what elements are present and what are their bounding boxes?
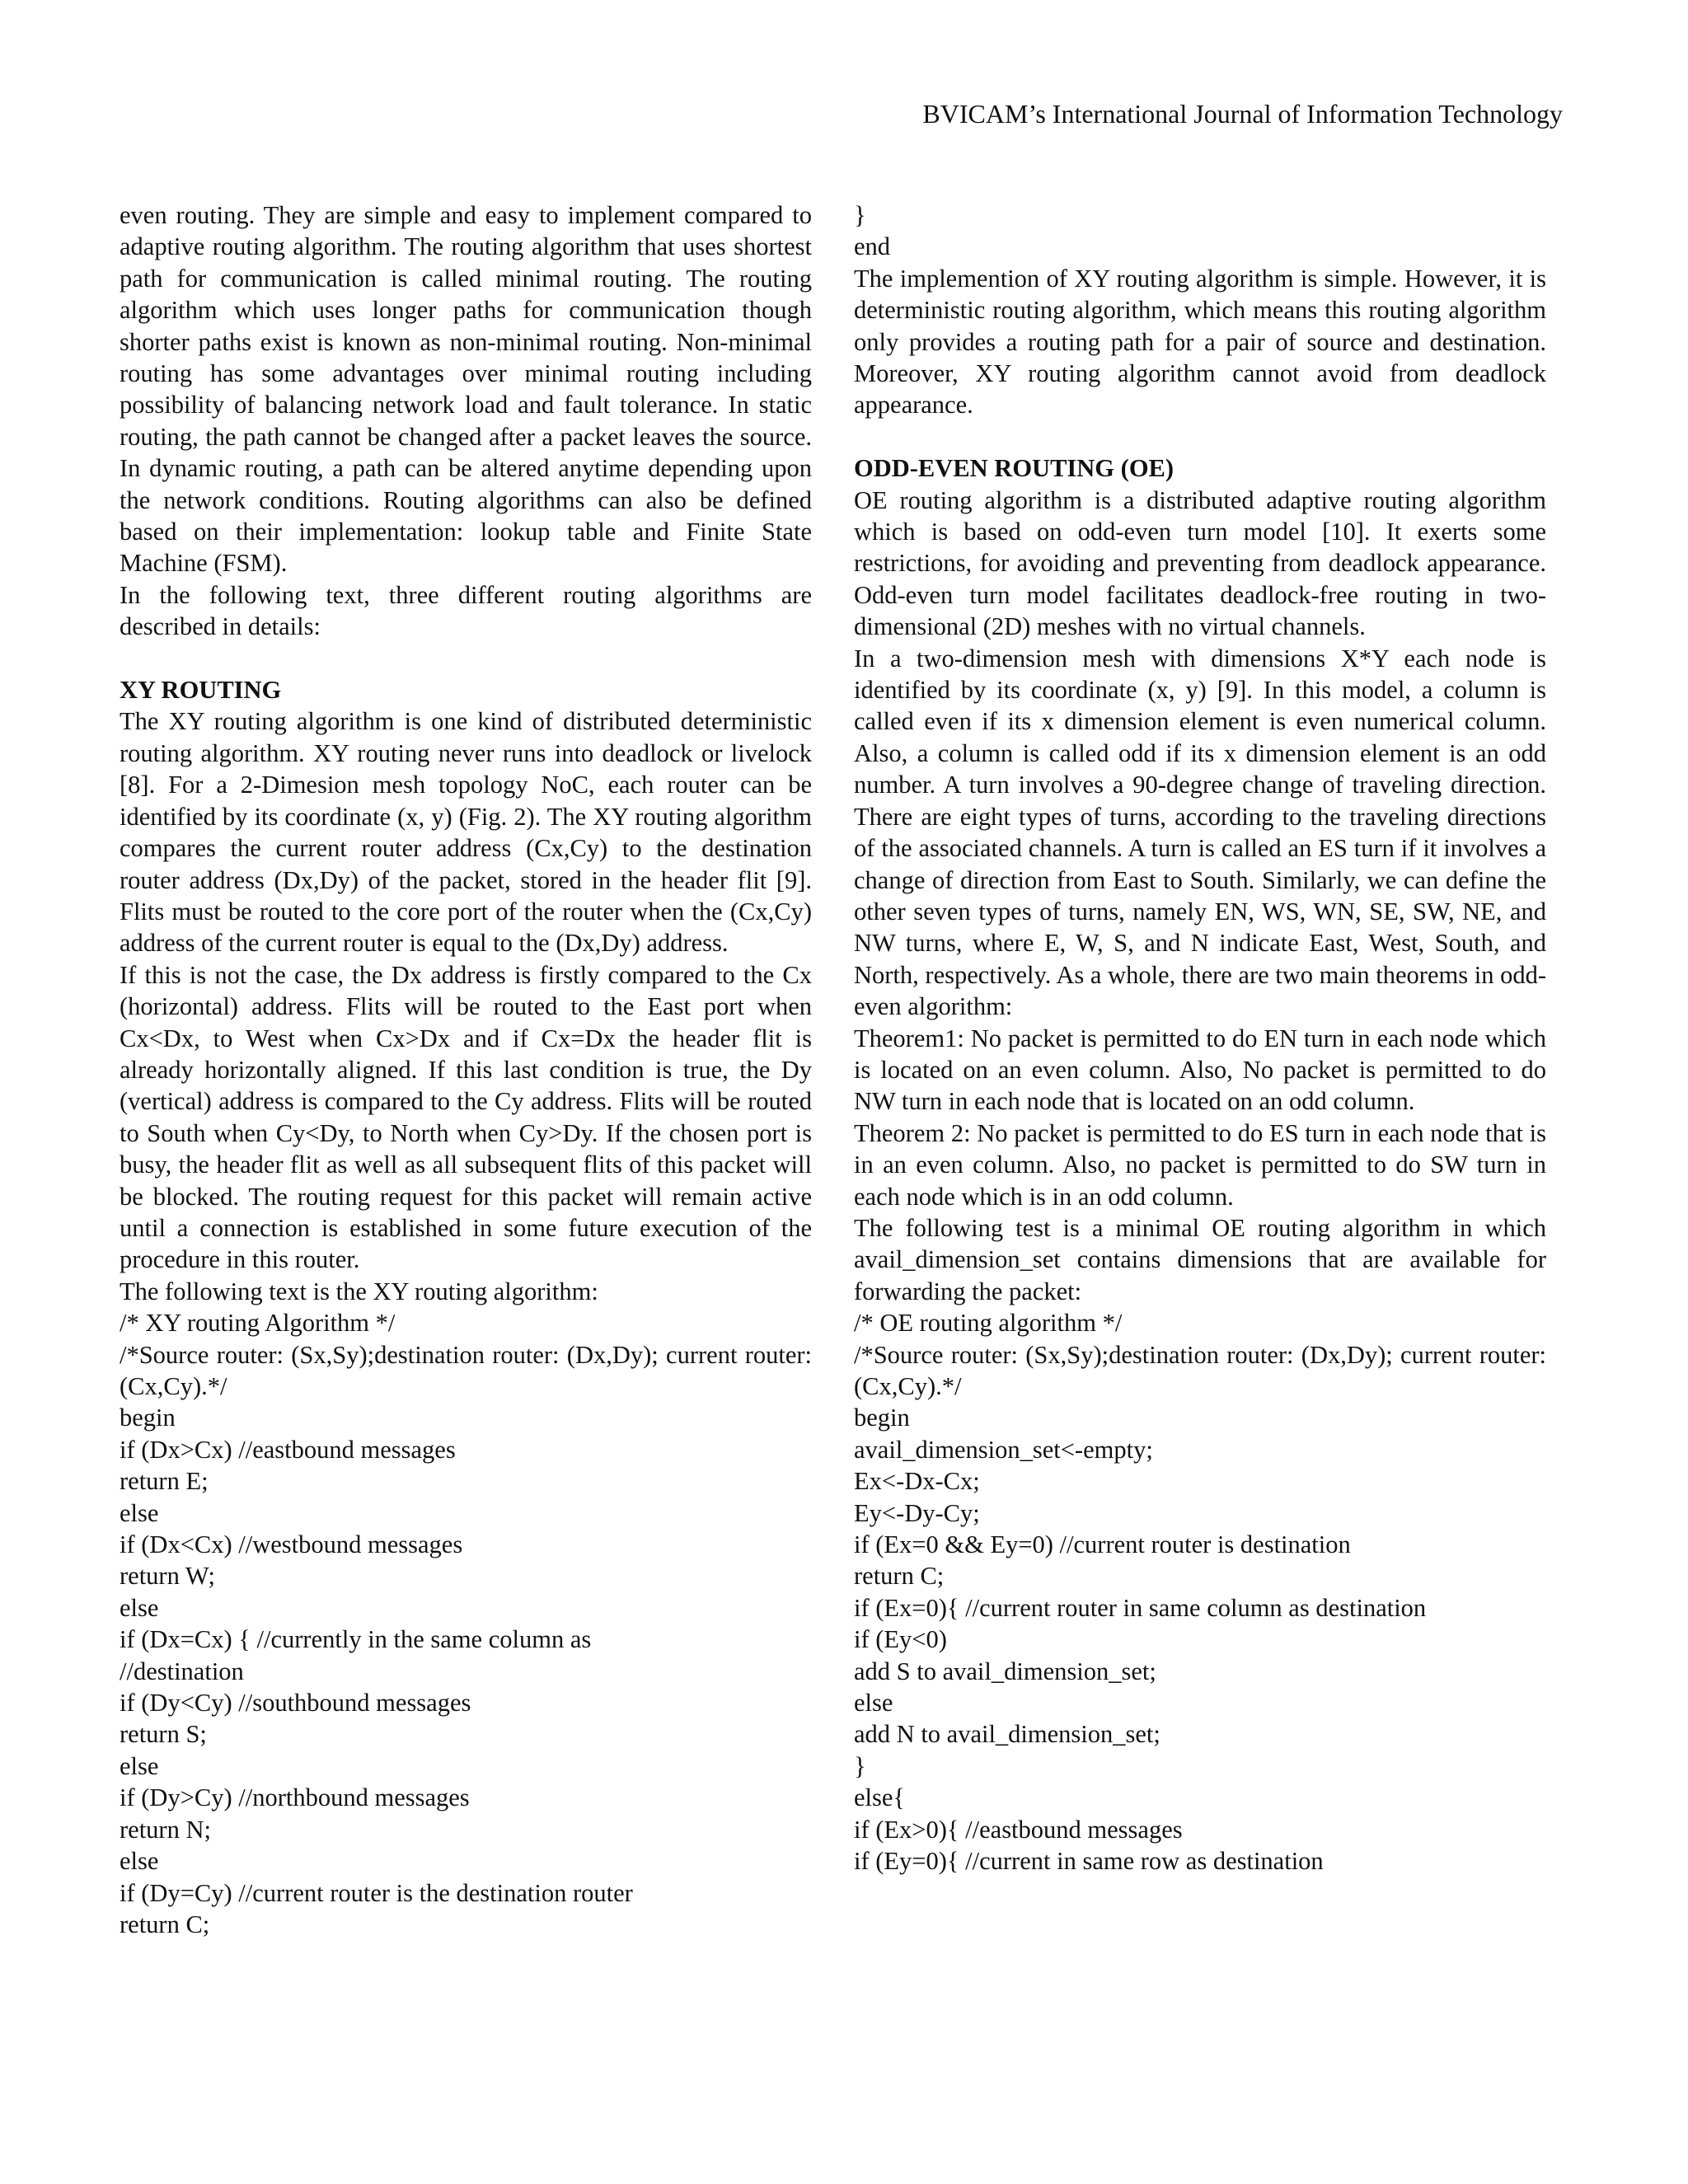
oe-code-intro: The following test is a minimal OE routing algorithm in which avail_dimension_set contains dimensions that are available for forwarding the packet: <box>854 1213 1546 1305</box>
code-line: if (Ex=0 && Ey=0) //current router is destination <box>854 1530 1351 1559</box>
oe-paragraph-1: OE routing algorithm is a distributed adaptive routing algorithm which is based on odd-even turn model [10]. It exerts some restrictions, for avoiding and preventing from deadlock appearance. Odd-even turn model facilitates deadlock-free routing in two-dimensional (2D) meshes with no virtual channels. <box>854 485 1546 641</box>
code-line: if (Ey<0) <box>854 1625 947 1654</box>
code-line: if (Ey=0){ //current in same row as destination <box>854 1847 1324 1876</box>
code-line: if (Ex>0){ //eastbound messages <box>854 1815 1183 1844</box>
code-line: else <box>120 1751 159 1780</box>
xy-paragraph-2: If this is not the case, the Dx address is firstly compared to the Cx (horizontal) address. Flits will be routed to the East port when Cx<Dx, to West when Cx>Dx and if Cx=Dx the header flit is already horizontally aligned. If this last condition is true, the Dy (vertical) address is compared to the Cy address. Flits will be routed to South when Cy<Dy, to North when Cy>Dy. If the chosen port is busy, the header flit as well as all subsequent flits of this packet will be blocked. The routing request for this packet will remain active until a connection is established in some future execution of the procedure in this router. <box>120 960 812 1274</box>
code-line: if (Dx>Cx) //eastbound messages <box>120 1435 456 1464</box>
code-line: add S to avail_dimension_set; <box>854 1657 1156 1685</box>
code-line: else <box>854 1689 893 1718</box>
code-line: Ey<-Dy-Cy; <box>854 1498 980 1527</box>
code-line: if (Dy=Cy) //current router is the destination router <box>120 1878 633 1907</box>
theorem-2: Theorem 2: No packet is permitted to do ES turn in each node that is in an even column. Also, no packet is permitted to do SW turn in each node which is in an odd column. <box>854 1118 1546 1211</box>
code-line: return S; <box>120 1720 207 1749</box>
code-line: } <box>854 201 866 229</box>
code-line: add N to avail_dimension_set; <box>854 1720 1160 1749</box>
code-line: begin <box>120 1404 176 1432</box>
xy-routing-heading: XY ROUTING <box>120 676 282 705</box>
code-line: else <box>120 1498 159 1527</box>
code-line: avail_dimension_set<-empty; <box>854 1435 1153 1464</box>
code-line: else{ <box>854 1783 906 1812</box>
xy-code-intro: The following text is the XY routing algorithm: <box>120 1277 598 1305</box>
code-line: end <box>854 232 891 261</box>
oe-code-source: /*Source router: (Sx,Sy);destination router: (Dx,Dy); current router: (Cx,Cy).*/ <box>854 1340 1546 1401</box>
right-column <box>854 199 1546 1877</box>
code-line: if (Dx<Cx) //westbound messages <box>120 1530 463 1559</box>
xy-code-comment: /* XY routing Algorithm */ <box>120 1309 396 1338</box>
running-header: BVICAM’s International Journal of Information Technology <box>922 99 1563 129</box>
left-column <box>120 199 812 1940</box>
xy-code-block <box>120 1402 812 1940</box>
code-line: if (Dy>Cy) //northbound messages <box>120 1783 470 1812</box>
intro-paragraph-1: even routing. They are simple and easy to implement compared to adaptive routing algorithm. The routing algorithm that uses shortest path for communication is called minimal routing. The routing algorithm which uses longer paths for communication though shorter paths exist is known as non-minimal routing. Non-minimal routing has some advantages over minimal routing including possibility of balancing network load and fault tolerance. In static routing, the path cannot be changed after a packet leaves the source. In dynamic routing, a path can be altered anytime depending upon the network conditions. Routing algorithms can also be defined based on their implementation: lookup table and Finite State Machine (FSM). <box>120 201 812 578</box>
xy-paragraph-1: The XY routing algorithm is one kind of distributed deterministic routing algorithm. XY routing never runs into deadlock or livelock [8]. For a 2-Dimesion mesh topology NoC, each router can be identified by its coordinate (x, y) (Fig. 2). The XY routing algorithm compares the current router address (Cx,Cy) to the destination router address (Dx,Dy) of the packet, stored in the header flit [9]. Flits must be routed to the core port of the router when the (Cx,Cy) address of the current router is equal to the (Dx,Dy) address. <box>120 707 812 958</box>
code-line: return C; <box>120 1910 210 1938</box>
intro-paragraph-2: In the following text, three different routing algorithms are described in details: <box>120 580 812 641</box>
oe-code-comment: /* OE routing algorithm */ <box>854 1309 1123 1338</box>
theorem-1: Theorem1: No packet is permitted to do EN turn in each node which is located on an even column. Also, No packet is permitted to do NW turn in each node that is located on an odd column. <box>854 1024 1546 1116</box>
code-line: begin <box>854 1404 910 1432</box>
code-line: if (Ex=0){ //current router in same column as destination <box>854 1593 1427 1622</box>
code-line: if (Dy<Cy) //southbound messages <box>120 1689 471 1718</box>
xy-code-source: /*Source router: (Sx,Sy);destination router: (Dx,Dy); current router: (Cx,Cy).*/ <box>120 1340 812 1401</box>
code-line: return N; <box>120 1815 211 1844</box>
code-line: return W; <box>120 1562 216 1591</box>
code-line: if (Dx=Cx) { //currently in the same column as <box>120 1625 592 1654</box>
code-line: else <box>120 1847 159 1876</box>
oe-code-block <box>854 1402 1546 1877</box>
xy-summary-paragraph: The implemention of XY routing algorithm is simple. However, it is deterministic routing algorithm, which means this routing algorithm only provides a routing path for a pair of source and destination. Moreover, XY routing algorithm cannot avoid from deadlock appearance. <box>854 264 1546 419</box>
oe-paragraph-2: In a two-dimension mesh with dimensions X*Y each node is identified by its coordinate (x, y) [9]. In this model, a column is called even if its x dimension element is even numerical column. Also, a column is called odd if its x dimension element is an odd number. A turn involves a 90-degree change of traveling direction. There are eight types of turns, according to the traveling directions of the associated channels. A turn is called an ES turn if it involves a change of direction from East to South. Similarly, we can define the other seven types of turns, namely EN, WS, WN, SE, SW, NE, and NW turns, where E, W, S, and N indicate East, West, South, and North, respectively. As a whole, there are two main theorems in odd-even algorithm: <box>854 644 1546 1021</box>
code-line: else <box>120 1593 159 1622</box>
odd-even-routing-heading: ODD-EVEN ROUTING (OE) <box>854 454 1175 483</box>
code-line: } <box>854 1751 866 1780</box>
code-line: return E; <box>120 1467 209 1496</box>
code-line: Ex<-Dx-Cx; <box>854 1467 980 1496</box>
code-line: return C; <box>854 1562 945 1591</box>
code-line: //destination <box>120 1657 244 1685</box>
